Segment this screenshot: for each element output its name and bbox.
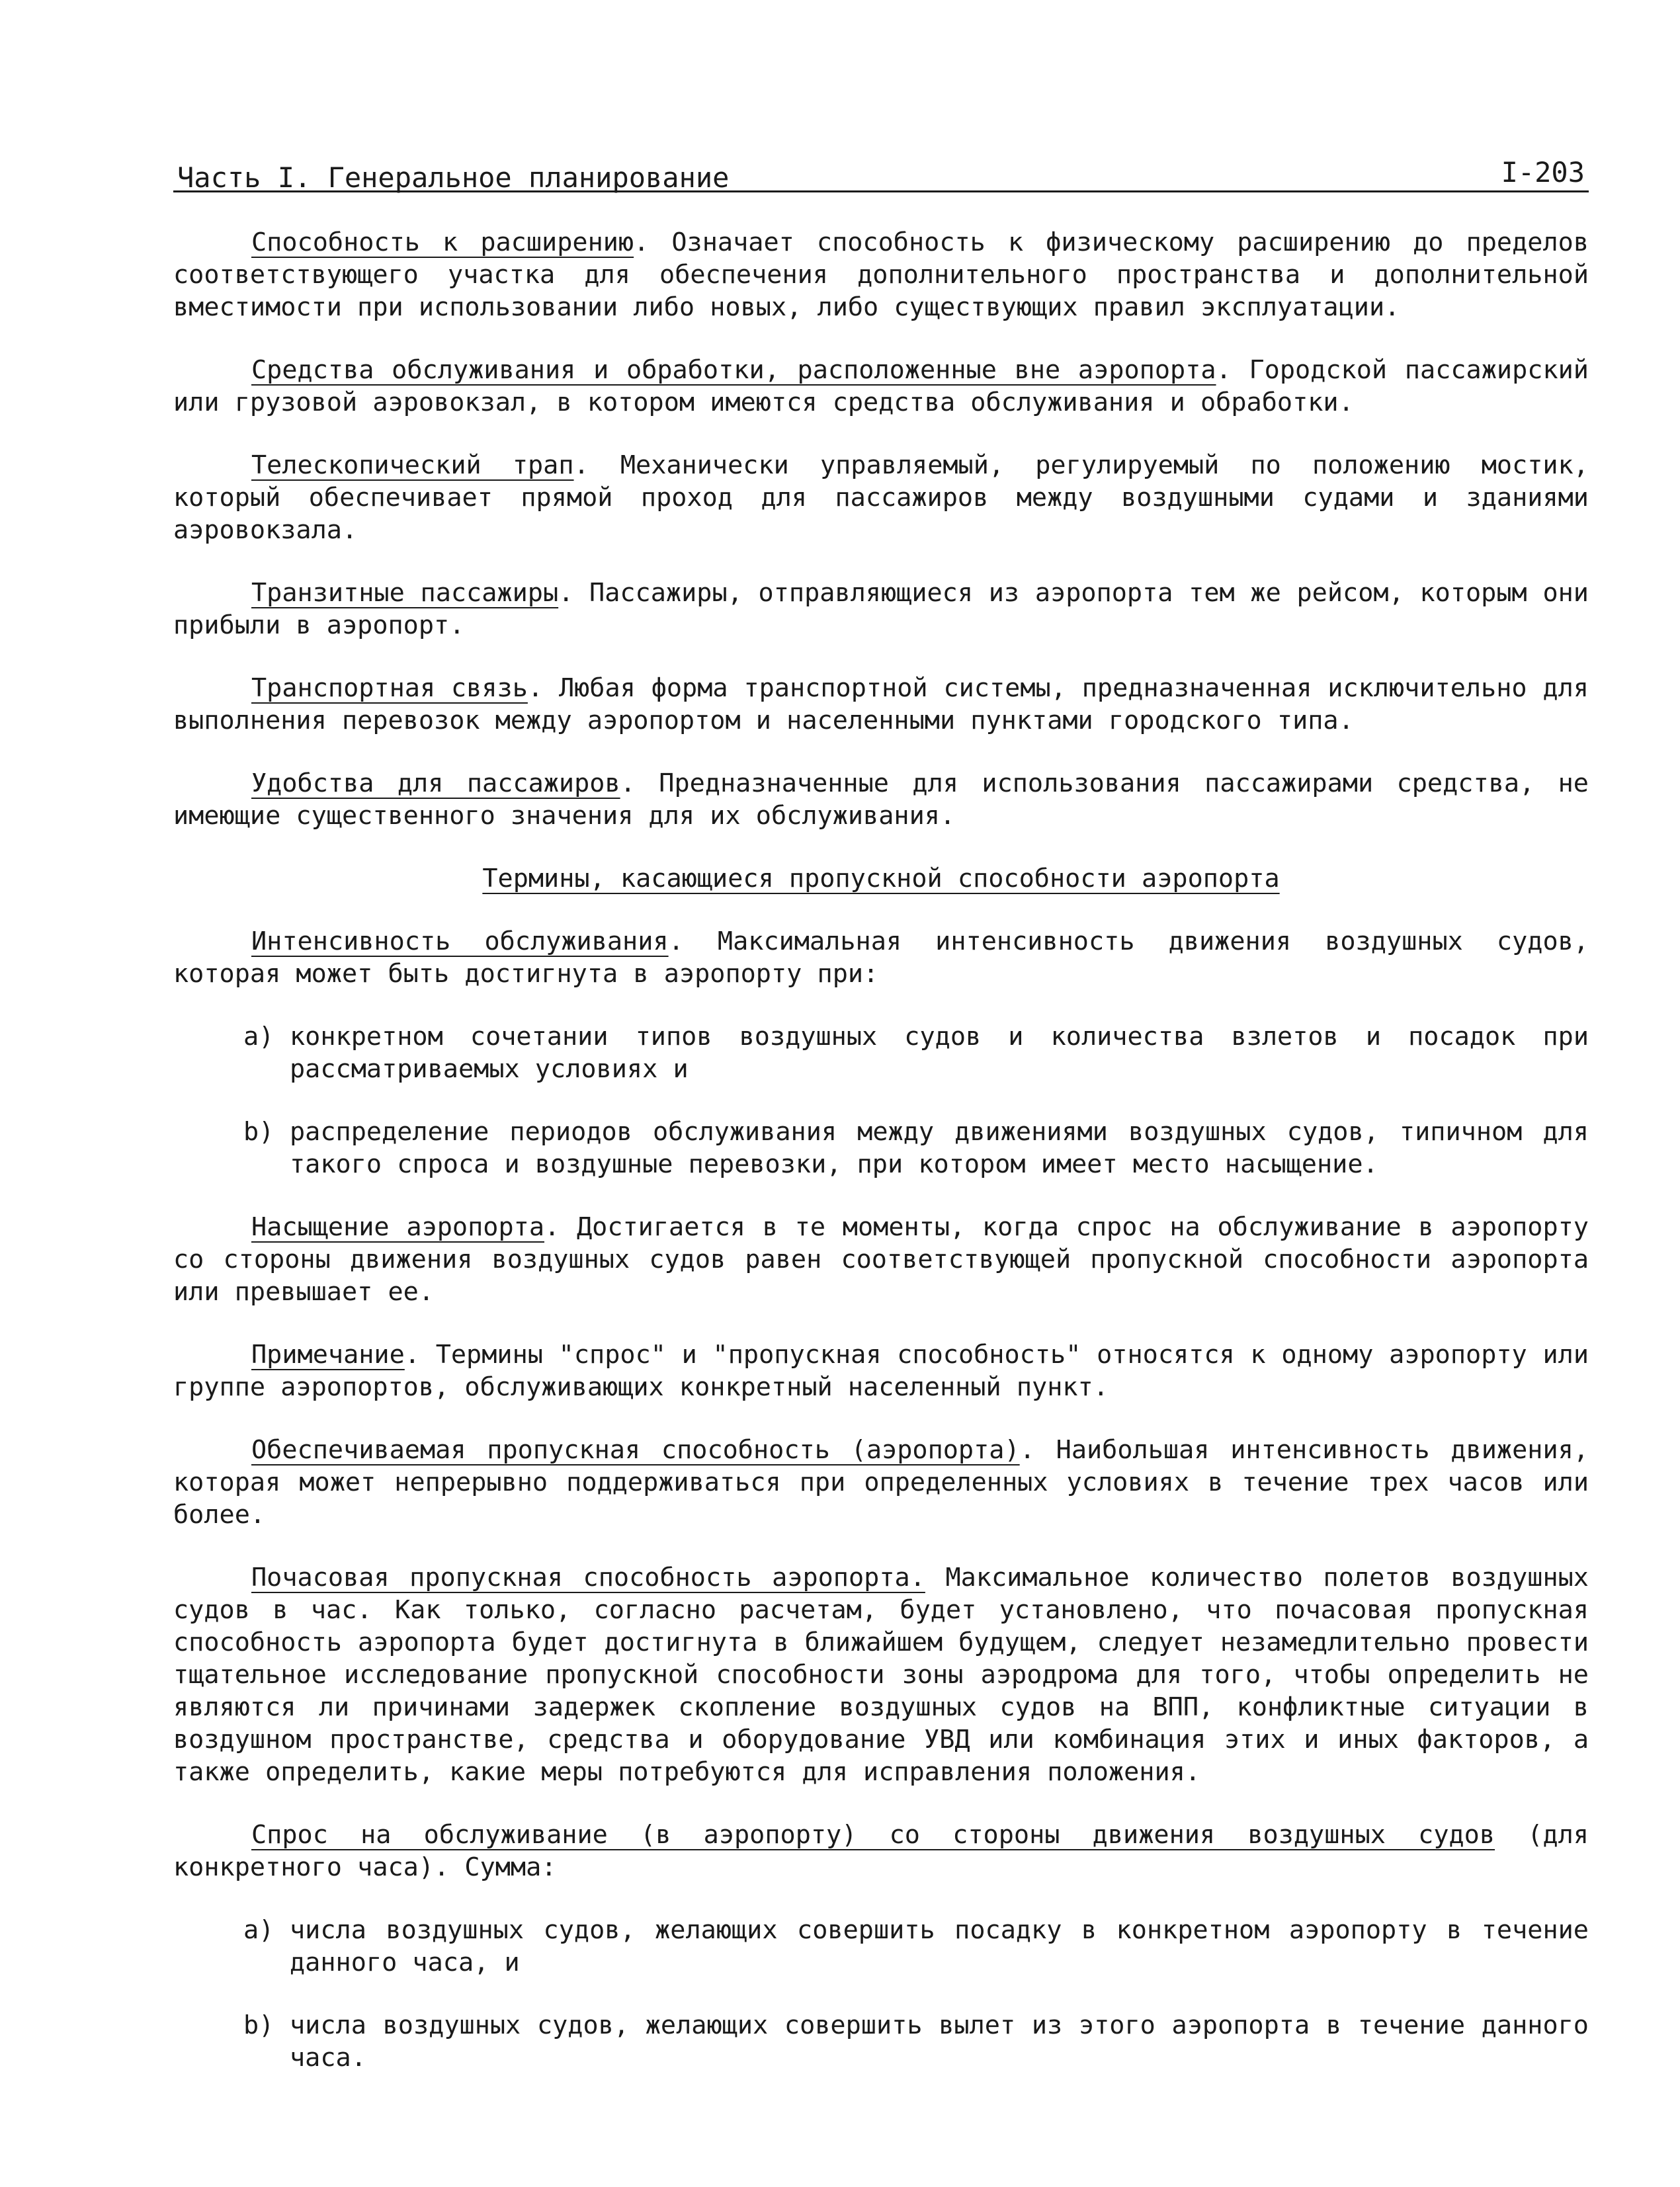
list-marker: a) xyxy=(243,1915,274,1945)
definition-hourly-capacity: Максимальное количество полетов воздушных судов в час. Как только, согласно расчетам, будет установлено, что почасовая пропускная способность аэропорта будет достигнута в ближайшем будущем, следует незамедлительно провести тщательное исследование пропускной способности зоны аэродрома для того, чтобы определить не являются ли причинами задержек скопление воздушных судов на ВПП, конфликтные ситуации в воздушном пространстве, средства и оборудование УВД или комбинация этих и иных факторов, а также определить, какие меры потребуются для исправления положения. xyxy=(173,1563,1589,1787)
paragraph-hourly-capacity xyxy=(173,1561,1589,1788)
page-header xyxy=(173,156,1589,192)
definition-jetway: . Механически управляемый, регулируемый по положению мостик, который обеспечивает прямой проход для пассажиров между воздушными судами и зданиями аэровокзала. xyxy=(173,450,1589,545)
section-heading xyxy=(173,862,1589,895)
list-item xyxy=(173,1020,1589,1085)
list-item-text: распределение периодов обслуживания между движениями воздушных судов, типичном для такого спроса и воздушные перевозки, при котором имеет место насыщение. xyxy=(290,1117,1589,1179)
part-title: Часть I. Генеральное планирование xyxy=(177,161,730,194)
list-marker: a) xyxy=(243,1022,274,1052)
page-number: I-203 xyxy=(1501,156,1585,188)
term-sustained-capacity: Обеспечиваемая пропускная способность (аэропорта) xyxy=(251,1435,1020,1465)
term-expandability: Способность к расширению xyxy=(251,227,634,257)
paragraph-jetway xyxy=(173,449,1589,546)
paragraph-transport-link xyxy=(173,672,1589,737)
term-traffic-demand: Спрос на обслуживание (в аэропорту) со стороны движения воздушных судов xyxy=(251,1820,1495,1850)
definition-expandability: . Означает способность к физическому расширению до пределов соответствующего участка для обеспечения дополнительного пространства и дополнительной вместимости при использовании либо новых, либо существующих правил эксплуатации. xyxy=(173,227,1589,322)
list-item-text: числа воздушных судов, желающих совершить вылет из этого аэропорта в течение данного часа. xyxy=(290,2010,1589,2073)
list-item-text: конкретном сочетании типов воздушных судов и количества взлетов и посадок при рассматриваемых условиях и xyxy=(290,1022,1589,1084)
term-jetway: Телескопический трап xyxy=(251,450,574,480)
definition-offsite-facilities: . Городской пассажирский или грузовой аэровокзал, в котором имеются средства обслуживания и обработки. xyxy=(173,355,1589,417)
term-note: Примечание xyxy=(251,1340,405,1370)
list-item-text: числа воздушных судов, желающих совершить посадку в конкретном аэропорту в течение данного часа, и xyxy=(290,1915,1589,1977)
term-service-rate: Интенсивность обслуживания xyxy=(251,927,669,956)
paragraph-traffic-demand xyxy=(173,1819,1589,1883)
definition-airport-saturation: . Достигается в те моменты, когда спрос на обслуживание в аэропорту со стороны движения воздушных судов равен соответствующей пропускной способности аэропорта или превышает ее. xyxy=(173,1212,1589,1307)
term-passenger-amenities: Удобства для пассажиров xyxy=(251,768,620,798)
term-hourly-capacity: Почасовая пропускная способность аэропорта. xyxy=(251,1563,925,1592)
paragraph-note xyxy=(173,1339,1589,1403)
definition-transport-link: . Любая форма транспортной системы, предназначенная исключительно для выполнения перевозок между аэропортом и населенными пунктами городского типа. xyxy=(173,673,1589,735)
definition-note: . Термины "спрос" и "пропускная способность" относятся к одному аэропорту или группе аэропортов, обслуживающих конкретный населенный пункт. xyxy=(173,1340,1589,1402)
paragraph-expandability xyxy=(173,226,1589,323)
list-item xyxy=(173,1116,1589,1180)
paragraph-offsite-facilities xyxy=(173,354,1589,419)
definition-traffic-demand: (для конкретного часа). Сумма: xyxy=(173,1820,1589,1882)
term-transport-link: Транспортная связь xyxy=(251,673,528,703)
paragraph-passenger-amenities xyxy=(173,767,1589,832)
term-transit-passengers: Транзитные пассажиры xyxy=(251,578,559,608)
definition-transit-passengers: . Пассажиры, отправляющиеся из аэропорта тем же рейсом, которым они прибыли в аэропорт. xyxy=(173,578,1589,640)
paragraph-transit-passengers xyxy=(173,577,1589,641)
definition-passenger-amenities: . Предназначенные для использования пассажирами средства, не имеющие существенного значения для их обслуживания. xyxy=(173,768,1589,831)
definition-sustained-capacity: . Наибольшая интенсивность движения, которая может непрерывно поддерживаться при определенных условиях в течение трех часов или более. xyxy=(173,1435,1589,1530)
list-marker: b) xyxy=(243,1117,274,1147)
document-page xyxy=(173,156,1589,2074)
list-item xyxy=(173,1914,1589,1979)
list-item xyxy=(173,2009,1589,2074)
paragraph-sustained-capacity xyxy=(173,1434,1589,1531)
list-marker: b) xyxy=(243,2010,274,2040)
definition-service-rate: . Максимальная интенсивность движения воздушных судов, которая может быть достигнута в аэропорту при: xyxy=(173,927,1589,989)
paragraph-service-rate xyxy=(173,925,1589,990)
term-offsite-facilities: Средства обслуживания и обработки, расположенные вне аэропорта xyxy=(251,355,1216,385)
section-heading-text: Термины, касающиеся пропускной способности аэропорта xyxy=(482,864,1280,893)
paragraph-airport-saturation xyxy=(173,1211,1589,1308)
term-airport-saturation: Насыщение аэропорта xyxy=(251,1212,544,1242)
